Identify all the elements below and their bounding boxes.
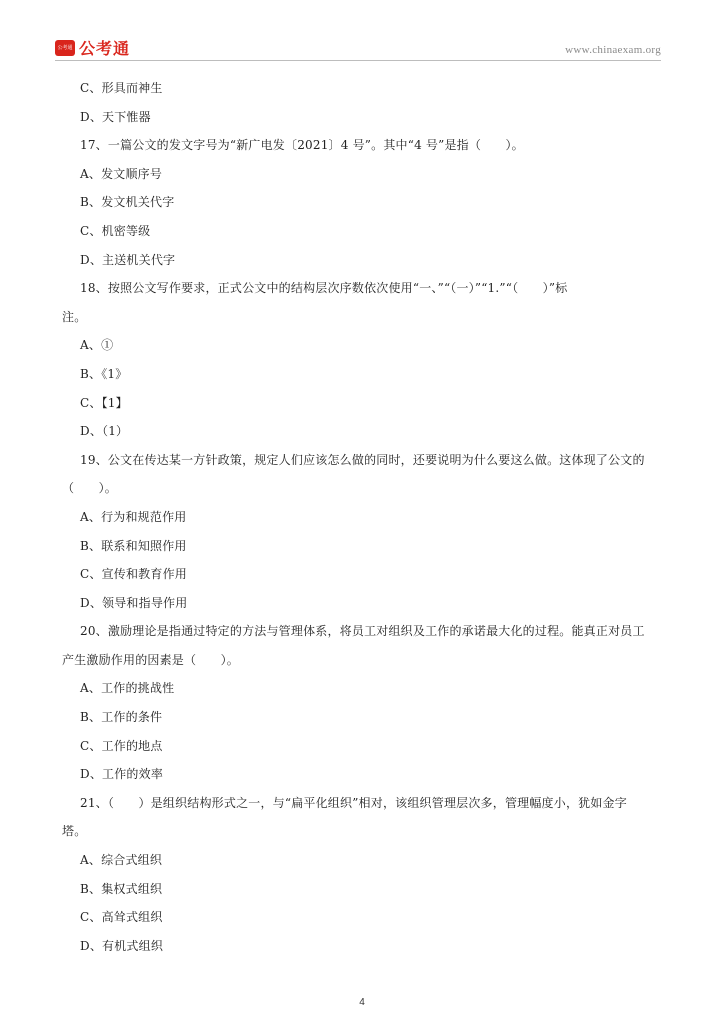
answer-option: A、发文顺序号 (80, 166, 163, 181)
question-stem-continuation: 注。 (62, 309, 87, 324)
page-number: 4 (359, 997, 365, 1008)
page-header (55, 34, 661, 62)
question-stem: 19、公文在传达某一方针政策，规定人们应该怎么做的同时，还要说明为什么要这么做。这体现了公文的 (80, 452, 645, 467)
answer-option: B、联系和知照作用 (80, 538, 187, 553)
header-divider (55, 60, 661, 61)
question-stem: 21、（ ）是组织结构形式之一，与“扁平化组织”相对，该组织管理层次多，管理幅度小，犹如金字 (80, 795, 627, 810)
answer-option: C、【1】 (80, 395, 128, 410)
document-body (62, 74, 668, 960)
answer-option: D、天下惟器 (80, 109, 151, 124)
answer-option: D、领导和指导作用 (80, 595, 188, 610)
question-stem: 17、一篇公文的发文字号为“新广电发〔2021〕4 号”。其中“4 号”是指（ ）。 (80, 138, 524, 153)
question-stem: 18、按照公文写作要求，正式公文中的结构层次序数依次使用“一、”“（一）”“1.”“（ ）”标 (80, 281, 568, 296)
question-stem-continuation: 产生激励作用的因素是（ ）。 (62, 652, 240, 667)
answer-option: D、（1） (80, 424, 129, 439)
answer-option: C、宣传和教育作用 (80, 567, 187, 582)
answer-option: B、发文机关代字 (80, 195, 175, 210)
logo-badge: 公考通 (55, 40, 75, 56)
answer-option: D、工作的效率 (80, 767, 164, 782)
answer-option: D、主送机关代字 (80, 252, 176, 267)
question-stem-continuation: （ ）。 (62, 481, 118, 496)
answer-option: C、机密等级 (80, 223, 151, 238)
answer-option: A、综合式组织 (80, 853, 163, 868)
question-stem-continuation: 塔。 (62, 824, 87, 839)
answer-option: A、① (80, 338, 114, 353)
answer-option: B、工作的条件 (80, 710, 163, 725)
answer-option: C、形具而神生 (80, 81, 163, 95)
site-url: www.chinaexam.org (565, 44, 661, 56)
question-stem: 20、激励理论是指通过特定的方法与管理体系，将员工对组织及工作的承诺最大化的过程。能真正对员工 (80, 624, 645, 639)
answer-option: B、集权式组织 (80, 881, 163, 896)
answer-option: C、高耸式组织 (80, 910, 163, 925)
answer-option: C、工作的地点 (80, 738, 163, 753)
logo-text: 公考通 (79, 39, 131, 58)
logo (55, 36, 130, 59)
answer-option: A、工作的挑战性 (80, 681, 175, 696)
answer-option: D、有机式组织 (80, 938, 164, 953)
answer-option: B、《1》 (80, 366, 128, 381)
answer-option: A、行为和规范作用 (80, 509, 187, 524)
